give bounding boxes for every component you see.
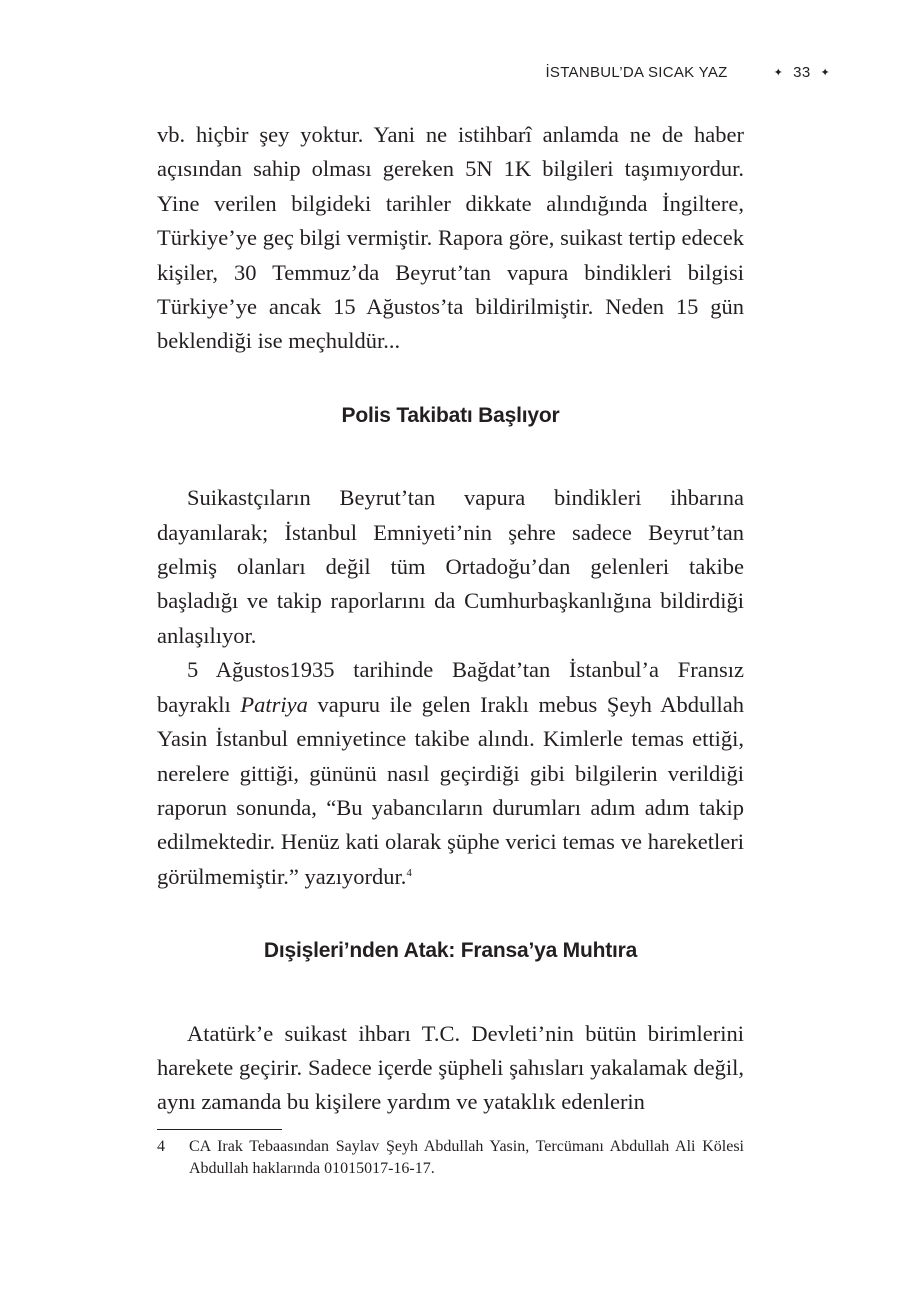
p3-end: vapuru ile gelen Iraklı mebus Şeyh Abdullah Yasin İstanbul emniyetince takibe alındı. Kimlerle temas ettiği, nerelere gittiği, gününü nasıl geçirdiği gibi bilgilerin verildiği raporun sonunda, “Bu yabancıların durumları adım adım takip edilmektedir. Henüz kati olarak şüphe verici temas ve hareketleri görülmemiştir.” yazıyordur. (157, 691, 744, 889)
running-header (545, 64, 830, 81)
ship-name: Patriya (240, 691, 308, 717)
paragraph-patriya (157, 653, 744, 894)
ornament-left-icon: ✦ (773, 67, 784, 79)
section-heading-disisleri: Dışişleri’nden Atak: Fransa’ya Muhtıra (263, 939, 638, 963)
page-number: 33 (793, 64, 811, 81)
footnote (157, 1136, 744, 1180)
running-title: İSTANBUL’DA SICAK YAZ (545, 64, 728, 81)
footnote-reference[interactable]: 4 (406, 866, 412, 879)
paragraph-ihbar: Atatürk’e suikast ihbarı T.C. Devleti’nin bütün birimlerini harekete geçirir. Sadece içerde şüpheli şahısları yakalamak değil, aynı zamanda bu kişilere yardım ve yataklık edenlerin (157, 1020, 744, 1115)
body-text (157, 118, 744, 1120)
paragraph-continuation: vb. hiçbir şey yoktur. Yani ne istihbarî anlamda ne de haber açısından sahip olması gereken 5N 1K bilgileri taşımıyordur. Yine verilen bilgideki tarihler dikkate alındığında İngiltere, Türkiye’ye geç bilgi vermiştir. Rapora göre, suikast tertip edecek kişiler, 30 Temmuz’da Beyrut’tan vapura bindikleri bilgisi Türkiye’ye ancak 15 Ağustos’ta bildirilmiştir. Neden 15 gün beklendiği ise meçhuldür... (157, 122, 744, 354)
p3-start: 5 Ağustos1935 tarihinde Bağdat’tan İstanbul’a Fransız bayraklı (157, 657, 744, 717)
paragraph-surveillance: Suikastçıların Beyrut’tan vapura bindikleri ihbarına dayanılarak; İstanbul Emniyeti’nin şehre sadece Beyrut’tan gelmiş olanları değil tüm Ortadoğu’dan gelenleri takibe başladığı ve takip raporlarını da Cumhurbaşkanlığına bildirdiği anlaşılıyor. (157, 485, 744, 648)
footnote-number: 4 (157, 1138, 165, 1155)
footnote-divider (157, 1129, 282, 1130)
footnote-text: CA Irak Tebaasından Saylav Şeyh Abdullah Yasin, Tercümanı Abdullah Ali Kölesi Abdullah haklarında 01015017-16-17. (189, 1138, 744, 1177)
ornament-right-icon: ✦ (820, 67, 830, 79)
section-heading-polis-takibati: Polis Takibatı Başlıyor (341, 403, 560, 427)
